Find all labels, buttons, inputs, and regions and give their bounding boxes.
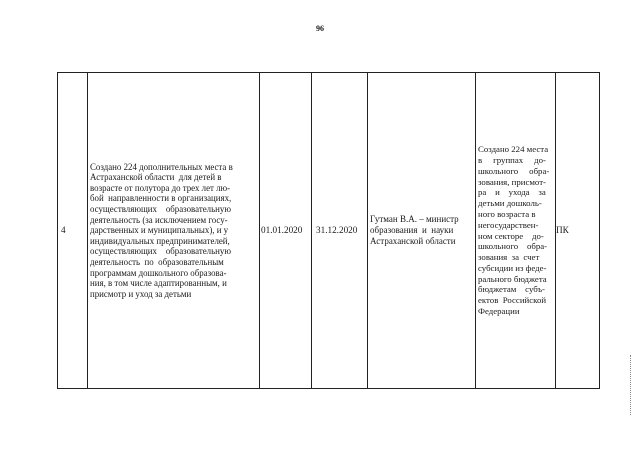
result-description: Создано 224 места в группах до- школьного обра- зования, присмот- ра и ухода за детьми дошколь- ного возраста в негосударствен- ном секторе до- школьного обра- зования за счет субсидии из феде- рального бюджета бюджетам субъ- ектов Российской Федерации [478,144,550,317]
scan-margin-mark [630,355,634,415]
measures-table [57,72,600,389]
responsible-cell [367,73,475,388]
event-cell [87,73,259,388]
responsible-person: Гутман В.А. – министр образования и науки Астраханской области [370,214,459,246]
start-date-cell [259,73,311,388]
document-code: ПК [556,225,569,235]
row-number-cell [58,73,87,388]
page-number: 96 [316,24,324,33]
row-number: 4 [61,225,66,235]
end-date-cell [311,73,367,388]
result-cell [475,73,555,388]
event-description: Создано 224 дополнительных места в Астраханской области для детей в возрасте от полутора до трех лет лю- бой направленности в организациях, осуществляющих образовательную деятельность (за исключением госу- дарственных и муниципальных), и у индивидуальных предпринимателей, осуществляющих образовательную деятельность по образовательным программам дошкольного образова- ния, в том числе адаптированным, и присмотр и уход за детьми [90,161,233,299]
code-cell [555,73,601,388]
start-date: 01.01.2020 [261,225,303,235]
end-date: 31.12.2020 [316,225,358,235]
